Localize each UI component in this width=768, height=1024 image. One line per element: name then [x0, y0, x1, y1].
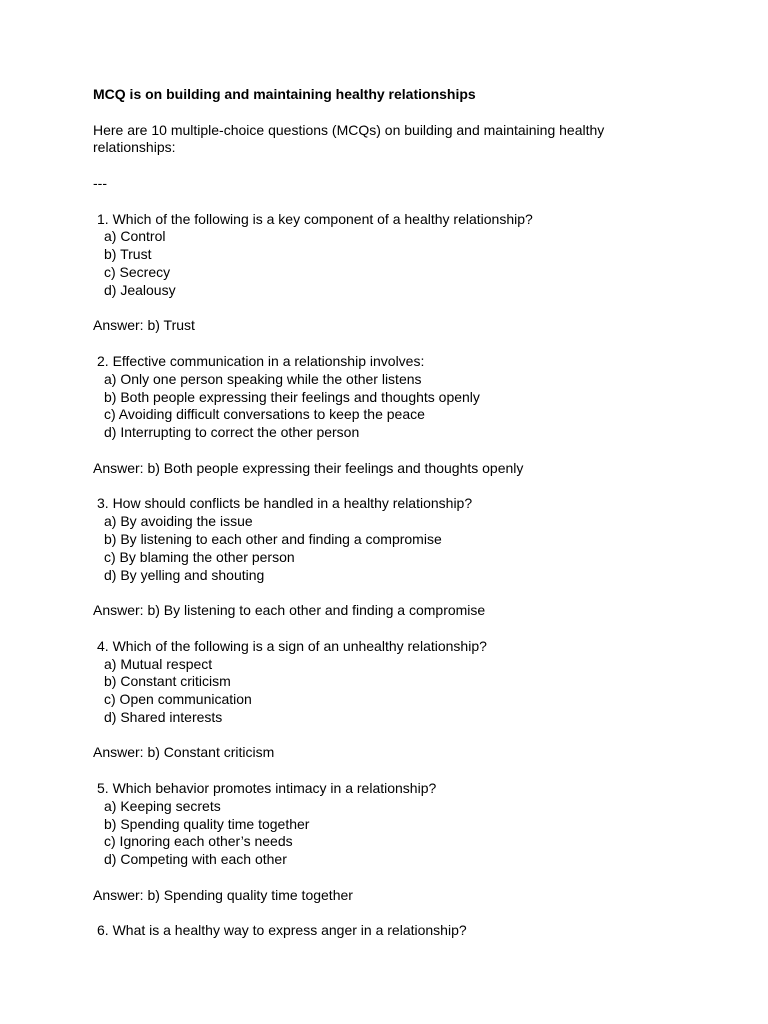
- spacer: [93, 762, 653, 780]
- option-a: a) Control: [104, 228, 166, 245]
- option-c: c) Ignoring each other’s needs: [104, 833, 293, 850]
- answer-text: Answer: b) Constant criticism: [93, 744, 275, 761]
- question-text: 5. Which behavior promotes intimacy in a relationship?: [97, 780, 437, 797]
- option-d: d) Interrupting to correct the other person: [104, 424, 360, 441]
- spacer: [93, 584, 653, 602]
- question-3: [93, 495, 653, 637]
- option-a: a) Keeping secrets: [104, 797, 221, 814]
- question-text: 1. Which of the following is a key component of a healthy relationship?: [97, 210, 533, 227]
- spacer: [93, 157, 653, 175]
- question-2: [93, 353, 653, 495]
- spacer: [93, 620, 653, 638]
- option-b: b) By listening to each other and finding a compromise: [104, 530, 442, 547]
- spacer: [93, 335, 653, 353]
- question-text: 6. What is a healthy way to express anger in a relationship?: [97, 922, 467, 939]
- option-b: b) Trust: [104, 246, 152, 263]
- question-text: 2. Effective communication in a relationship involves:: [97, 352, 425, 369]
- intro-text-line-2: relationships:: [93, 139, 176, 156]
- answer-text: Answer: b) Trust: [93, 317, 195, 334]
- question-text: 3. How should conflicts be handled in a healthy relationship?: [97, 495, 473, 512]
- option-c: c) Open communication: [104, 691, 252, 708]
- option-d: d) Competing with each other: [104, 851, 287, 868]
- option-d: d) By yelling and shouting: [104, 566, 265, 583]
- spacer: [93, 104, 653, 122]
- spacer: [93, 727, 653, 745]
- option-c: c) Avoiding difficult conversations to keep the peace: [104, 406, 425, 423]
- question-5: [93, 780, 653, 922]
- intro-text-line-1: Here are 10 multiple-choice questions (MCQs) on building and maintaining healthy: [93, 121, 605, 138]
- option-b: b) Spending quality time together: [104, 815, 310, 832]
- option-b: b) Both people expressing their feelings and thoughts openly: [104, 388, 480, 405]
- question-4: [93, 638, 653, 780]
- option-a: a) Only one person speaking while the other listens: [104, 370, 422, 387]
- document-title: MCQ is on building and maintaining healthy relationships: [93, 86, 476, 102]
- question-text: 4. Which of the following is a sign of an unhealthy relationship?: [97, 637, 487, 654]
- answer-text: Answer: b) By listening to each other and finding a compromise: [93, 602, 486, 619]
- option-d: d) Jealousy: [104, 281, 176, 298]
- question-1: [93, 211, 653, 353]
- answer-text: Answer: b) Spending quality time together: [93, 886, 353, 903]
- option-a: a) Mutual respect: [104, 655, 213, 672]
- separator-text: ---: [93, 174, 107, 191]
- spacer: [93, 869, 653, 887]
- spacer: [93, 478, 653, 496]
- option-c: c) By blaming the other person: [104, 548, 295, 565]
- answer-text: Answer: b) Both people expressing their feelings and thoughts openly: [93, 459, 524, 476]
- spacer: [93, 442, 653, 460]
- spacer: [93, 193, 653, 211]
- document-page: [93, 86, 653, 940]
- question-6: [93, 922, 653, 940]
- option-c: c) Secrecy: [104, 263, 171, 280]
- spacer: [93, 905, 653, 923]
- option-a: a) By avoiding the issue: [104, 513, 253, 530]
- option-d: d) Shared interests: [104, 708, 223, 725]
- option-b: b) Constant criticism: [104, 673, 231, 690]
- spacer: [93, 300, 653, 318]
